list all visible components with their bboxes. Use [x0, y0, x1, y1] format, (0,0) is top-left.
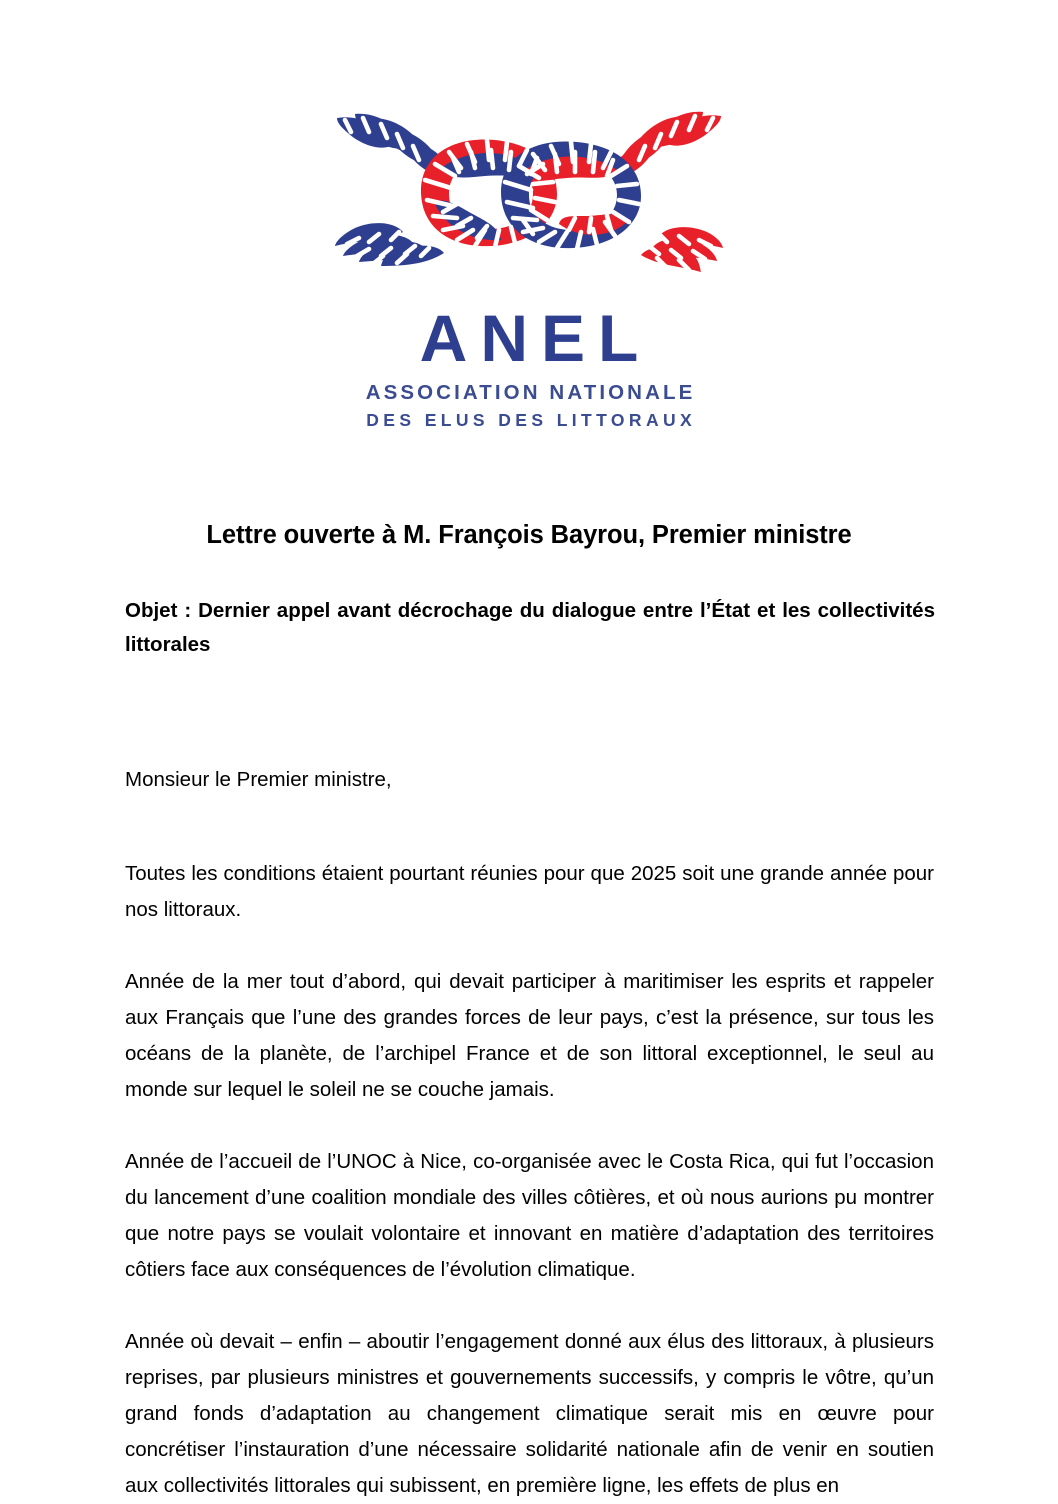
letter-paragraph: Toutes les conditions étaient pourtant réunies pour que 2025 soit une grande année pour nos littoraux.	[125, 862, 934, 921]
rope-knot-icon	[329, 96, 729, 292]
anel-tagline-line2: DES ELUS DES LITTORAUX	[366, 409, 697, 430]
page-title: Lettre ouverte à M. François Bayrou, Premier ministre	[206, 521, 852, 550]
anel-logo	[0, 96, 1058, 431]
anel-tagline-line1: ASSOCIATION NATIONALE	[365, 380, 696, 404]
letter-body	[125, 762, 934, 1504]
letter-subject: Objet : Dernier appel avant décrochage du dialogue entre l’État et les collectivités littorales	[125, 599, 935, 656]
letter-paragraph: Année où devait – enfin – aboutir l’engagement donné aux élus des littoraux, à plusieurs reprises, par plusieurs ministres et gouvernements successifs, y compris le vôtre, qu’un grand fonds d’adaptation au changement climatique serait mis en œuvre pour concrétiser l’instauration d’une nécessaire solidarité nationale afin de venir en soutien aux collectivités littorales qui subissent, en première ligne, les effets de plus en	[125, 1330, 934, 1497]
anel-wordmark: ANEL	[419, 301, 652, 375]
letter-salutation: Monsieur le Premier ministre,	[125, 768, 392, 791]
letter-paragraph: Année de la mer tout d’abord, qui devait participer à maritimiser les esprits et rappeler aux Français que l’une des grandes forces de leur pays, c’est la présence, sur tous les océans de la planète, de l’archipel France et de son littoral exceptionnel, le seul au monde sur lequel le soleil ne se couche jamais.	[125, 970, 934, 1101]
letter-paragraph: Année de l’accueil de l’UNOC à Nice, co-organisée avec le Costa Rica, qui fut l’occasion du lancement d’une coalition mondiale des villes côtières, et où nous aurions pu montrer que notre pays se voulait volontaire et innovant en matière d’adaptation des territoires côtiers face aux conséquences de l’évolution climatique.	[125, 1150, 934, 1281]
